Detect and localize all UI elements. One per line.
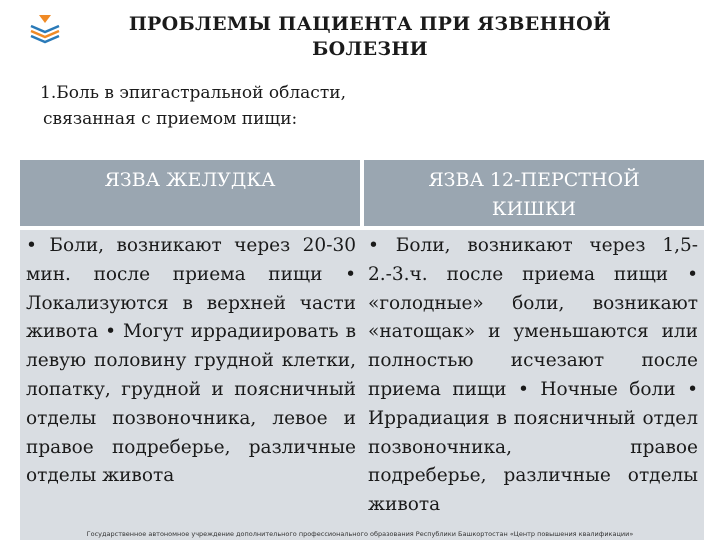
symptom-heading — [40, 80, 500, 132]
header-left-label: ЯЗВА ЖЕЛУДКА — [104, 169, 276, 191]
header-right-line-1: ЯЗВА 12-ПЕРСТНОЙ — [428, 169, 640, 191]
subtitle-line-2: связанная с приемом пищи: — [43, 109, 298, 129]
comparison-table — [20, 160, 704, 540]
page-title — [80, 12, 660, 62]
subtitle-line-1: 1.Боль в эпигастральной области, — [40, 83, 346, 103]
book-logo-icon — [28, 12, 62, 46]
header-duodenal-ulcer — [364, 160, 704, 226]
duodenal-ulcer-symptoms: • Боли, возникают через 1,5-2.-3.ч. после приема пищи • «голодные» боли, возникают «натощак» и уменьшаются или полностью исчезают после приема пищи • Ночные боли • Иррадиация в поясничный отдел позвоночника, правое подреберье, различные отделы живота — [368, 235, 698, 516]
header-right-line-2: КИШКИ — [491, 198, 577, 220]
title-line-2: БОЛЕЗНИ — [312, 38, 428, 60]
title-line-1: ПРОБЛЕМЫ ПАЦИЕНТА ПРИ ЯЗВЕННОЙ — [128, 13, 612, 35]
footer-institution: Государственное автономное учреждение дополнительного профессионального образования Республики Башкортостан «Центр повышения квалификации» — [86, 530, 634, 538]
gastric-ulcer-symptoms: • Боли, возникают через 20-30 мин. после приема пищи • Локализуются в верхней части живота • Могут иррадиировать в левую половину грудной клетки, лопатку, грудной и поясничный отделы позвоночника, левое и правое подреберье, различные отделы живота — [26, 235, 356, 487]
header-gastric-ulcer — [20, 160, 360, 226]
